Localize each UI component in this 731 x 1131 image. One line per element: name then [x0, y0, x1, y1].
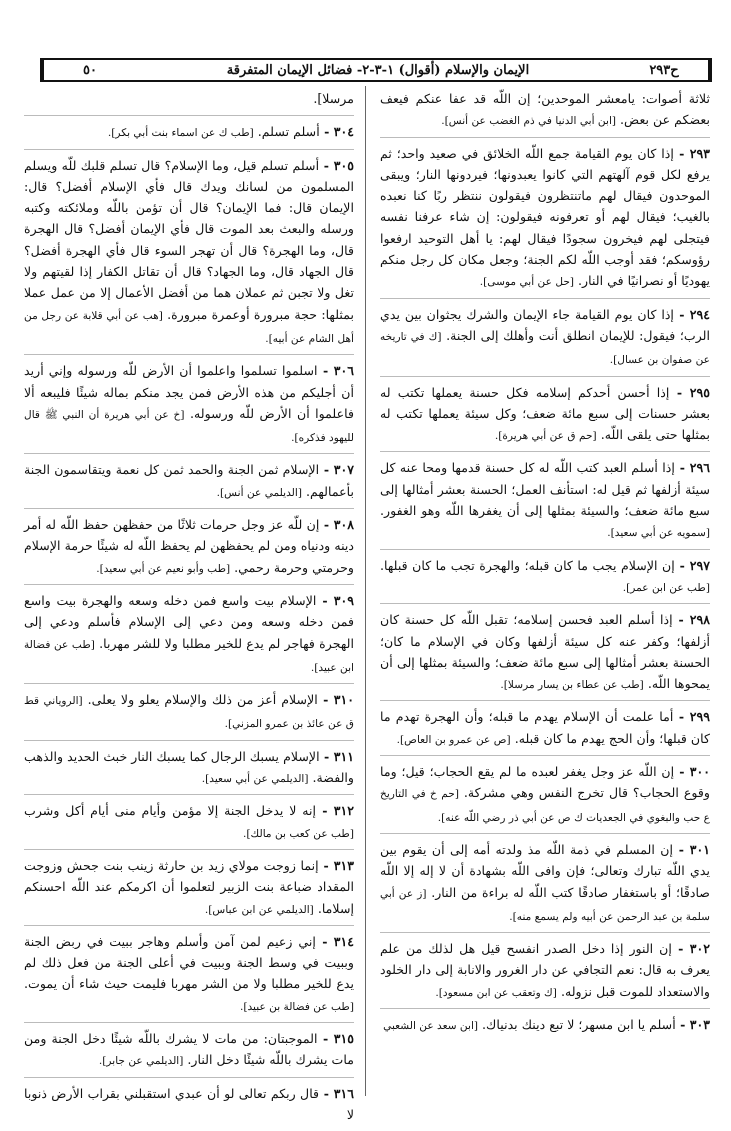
hadith-text: قال ربكم تعالى لو أن عبدي استقبلني بقراب الأرض ذنوبا لا	[24, 1085, 354, 1122]
hadith-text: الإسلام يسبك الرجال كما يسبك النار خبث الحديد والذهب والفضة.	[24, 748, 354, 786]
hadith-number: ٣٠٦ -	[317, 363, 354, 379]
hadith-entry	[380, 143, 710, 299]
hadith-text: إن المسلم في ذمة اللّه مذ ولدته أمه إلى أن يقوم بين يدي اللّه تبارك وتعالى؛ فإن وافى اللّه بشهادة أن لا إله إلا اللّه صادقًا؛ أو باستغفار صادقًا كتب اللّه له براءة من النار.	[380, 841, 710, 900]
hadith-text: أما علمت أن الإسلام يهدم ما قبله؛ وأن الهجرة تهدم ما كان قبلها؛ وأن الحج يهدم ما كان قبله.	[380, 709, 710, 746]
hadith-entry	[380, 761, 710, 834]
hadith-source: [طب ك عن اسماء بنت أبي بكر].	[107, 127, 254, 140]
hadith-number: ٢٩٤ -	[673, 306, 710, 322]
hadith-text: إني زعيم لمن آمن وأسلم وهاجر ببيت في ربض الجنة وببيت في وسط الجنة وببيت في أعلى الجنة من فعل ذلك لم يدع للخير مطلبا ولا من الشر مهربا فليمت حيث شاء أن يموت.	[24, 933, 354, 992]
hadith-entry	[24, 746, 354, 796]
hadith-text: إذا كان يوم القيامة جاء الإيمان والشرك يجثوان بين يدي الرب؛ فيقول: للإيمان انطلق أنت وأهلك إلى الجنة.	[380, 306, 710, 343]
hadith-entry	[24, 459, 354, 509]
hadith-entry	[380, 938, 710, 1009]
hadith-text: الإسلام بيت واسع فمن دخله وسعه والهجرة بيت واسع فمن دخله وسعه ومن دعي إلى الإسلام فأسلم ودعي إلى الهجرة فهاجر لم يدع للخير مطلبا ولا للشر مهربا.	[24, 592, 354, 651]
running-header	[40, 58, 712, 82]
hadith-text: إن الإسلام يجب ما كان قبله؛ والهجرة تجب ما كان قبلها.	[380, 557, 675, 573]
hadith-entry	[24, 855, 354, 926]
hadith-source: [الديلمي عن ابن عباس].	[204, 903, 314, 916]
hadith-text: أسلم تسلم.	[257, 124, 320, 140]
hadith-text: الموجبتان: من مات لا يشرك باللّه شيئًا دخل الجنة ومن مات يشرك باللّه شيئًا دخل النار.	[24, 1030, 354, 1068]
right-column	[380, 88, 710, 1098]
hadith-entry	[380, 839, 710, 933]
hadith-text: إذا أحسن أحدكم إسلامه فكل حسنة يعملها تكتب له بعشر حسنات إلى سبع مائة ضعف؛ وكل سيئة يعملها تكتب له بمثلها حتى يلقى اللّه.	[380, 384, 710, 443]
hadith-source: [الروياني قط ق عن عائذ بن عمرو المزني].	[24, 695, 354, 731]
hadith-source: [طب عن فضالة ابن عبيد].	[24, 638, 354, 674]
hadith-source: [الديلمي عن أبي سعيد].	[201, 773, 309, 786]
hadith-source: [ابن سعد عن الشعبي	[383, 1019, 479, 1032]
header-title: الإيمان والإسلام (أقوال) ١-٣-٢- فضائل الإيمان المتفرقة	[226, 62, 530, 78]
hadith-text: إذا أسلم العبد فحسن إسلامه؛ تقبل اللّه كل حسنة كان أزلفها؛ وكفر عنه كل سيئة أزلفها وكان في الإسلام ما كان؛ الحسنة بعشر أمثالها إلى سبع مائة ضعف؛ والسيئة بمثلها إلى أن يمحوها اللّه.	[380, 612, 710, 692]
hadith-source: [ابن أبي الدنيا في ذم الغضب عن أنس].	[441, 115, 617, 128]
hadith-text: إنما زوجت مولاي زيد بن حارثة زينب بنت جحش وزوجت المقداد ضباعة بنت الزبير لتعلموا أن اكرمكم عند اللّه احسنكم إسلاما.	[24, 857, 354, 916]
hadith-text: ثلاثة أصوات: يامعشر الموحدين؛ إن اللّه قد عفا عنكم فيعف بعضكم عن بعض.	[380, 91, 710, 128]
hadith-number: ٣١١ -	[319, 748, 354, 764]
hadith-number: ٣٠٩ -	[316, 592, 354, 608]
hadith-source: [ص عن عمرو بن العاص].	[396, 733, 511, 746]
hadith-number: ٣٠٧ -	[319, 462, 354, 478]
hadith-source: [طب وأبو نعيم عن أبي سعيد].	[96, 562, 231, 575]
hadith-number: ٣١٢ -	[316, 803, 354, 819]
hadith-entry	[380, 88, 710, 138]
hadith-entry	[380, 555, 710, 605]
hadith-number: ٣٠٢ -	[671, 941, 711, 957]
hadith-text: الإسلام أعز من ذلك والإسلام يعلو ولا يعلى.	[87, 692, 318, 708]
hadith-entry	[24, 514, 354, 585]
hadith-text: الإسلام ثمن الجنة والحمد ثمن كل نعمة ويتقاسمون الجنة بأعمالهم.	[24, 462, 354, 499]
hadith-source: [حم خ في التاريخ ع حب والبغوي في الجعديات ك ص عن أبي ذر رضي اللّه عنه].	[380, 788, 710, 824]
hadith-entry	[380, 609, 710, 701]
column-divider	[365, 86, 366, 1096]
hadith-text: إن اللّه عز وجل يغفر لعبده ما لم يقع الحجاب؛ قيل؛ وما وقوع الحجاب؟ قال تخرج النفس وهي مشركة.	[380, 764, 710, 801]
hadith-entry	[24, 1028, 354, 1078]
page-number: ٥٠	[42, 60, 136, 80]
hadith-number: ٢٩٧ -	[674, 557, 711, 573]
hadith-number: ٣٠٨ -	[319, 517, 354, 533]
hadith-source: [حل عن أبي موسى].	[479, 276, 575, 289]
hadith-entry	[24, 1083, 354, 1131]
hadith-number: ٢٩٥ -	[669, 384, 710, 400]
hadith-source: [طب عن كعب بن مالك].	[243, 827, 354, 840]
hadith-source: [سمويه عن أبي سعيد].	[607, 527, 710, 540]
hadith-source: [طب عن فضالة بن عبيد].	[240, 1000, 354, 1013]
hadith-entry	[24, 121, 354, 149]
hadith-text: إن النور إذا دخل الصدر انفسح قيل هل لذلك من علم يعرف به قال: نعم التجافي عن دار الغرور والانابة إلى دار الخلود والاستعداد للموت قبل نزوله.	[380, 941, 710, 999]
hadith-number: ٢٩٩ -	[673, 709, 710, 725]
hadith-text: إنه لا يدخل الجنة إلا مؤمن وأيام منى أيام أكل وشرب	[24, 803, 317, 819]
hadith-source: [خ عن أبي هريرة أن النبي ﷺ قال لليهود فذكره].	[24, 408, 354, 445]
hadith-number: ٣١٦ -	[319, 1085, 355, 1101]
hadith-entry	[380, 382, 710, 453]
hadith-entry	[380, 1014, 710, 1041]
hadith-text: إن للّه عز وجل حرمات ثلاثًا من حفظهن حفظ اللّه له أمر دينه ودنياه ومن لم يحفظهن لم يحفظ اللّه له شيئًا حرمة الإسلام وحرمتي وحرمة رحمي.	[24, 517, 354, 575]
hadith-source: [ك وتعقب عن ابن مسعود].	[435, 986, 557, 999]
hadith-text: أسلم تسلم قيل، وما الإسلام؟ قال تسلم قلبك للّه ويسلم المسلمون من لسانك ويدك قال فأي الإسلام أفضل؟ قال: الإيمان قال: فما الإيمان؟ قال أن تؤمن باللّه وملائكته وكتبه ورسله والبعث بعد الموت قال فأي الإيمان أفضل؟ قال الهجرة قال، وما الهجرة؟ قال أن تهجر السوء قال فأي الهجرة أفضل؟ قال الجهاد قال، وما الجهاد؟ قال أن تقاتل الكفار إذا لقيتهم ولا تغل ولا تجبن ثم عملان هما من أفضل الأعمال إلا من عمل عملا بمثلها: حجة مبرورة أوعمرة مبرورة.	[24, 157, 354, 322]
hadith-number: ٣١٣ -	[318, 857, 354, 873]
hadith-entry	[24, 931, 354, 1023]
hadith-number: ٢٩٦ -	[674, 460, 711, 476]
hadith-entry	[380, 706, 710, 756]
hadith-source: [طب عن عطاء بن يسار مرسلا].	[500, 679, 644, 692]
hadith-source: [حم ق عن أبي هريرة].	[494, 430, 597, 443]
hadith-number: ٣١٤ -	[315, 933, 355, 949]
hadith-entry	[24, 689, 354, 741]
hadith-text: مرسلا].	[313, 91, 354, 106]
hadith-source: [الديلمي عن أنس].	[216, 486, 302, 499]
hadith-text: إذا أسلم العبد كتب اللّه له كل حسنة قدمها ومحا عنه كل سيئة أزلفها ثم قيل له: استأنف العمل؛ الحسنة بعشر أمثالها إلى سبع مائة ضعف؛ والسيئة بمثلها إلى أن يغفرها اللّه وهو الغفور.	[380, 460, 710, 519]
hadith-number: ٣٠٣ -	[675, 1016, 710, 1032]
hadith-number: ٣٠٤ -	[319, 124, 354, 140]
hadith-entry	[24, 88, 354, 116]
hadith-number: ٣١٠ -	[317, 692, 354, 708]
hadith-entry	[24, 155, 354, 356]
hadith-text: اسلموا تسلموا واعلموا أن الأرض للّه ورسوله وإني أريد أن أجليكم من هذه الأرض فمن يجد منكم بماله شيئًا فليبعه ألا فاعلموا أن الأرض للّه ورسوله.	[24, 363, 354, 421]
left-column	[24, 88, 355, 1122]
hadith-number: ٢٩٣ -	[673, 145, 710, 161]
hadith-source: [ز عن أبي سلمة بن عبد الرحمن عن أبيه ولم يسمع منه].	[380, 887, 710, 923]
hadith-text: أسلم يا ابن مسهر؛ لا تبع دينك بدنياك.	[482, 1016, 676, 1032]
hadith-entry	[24, 360, 354, 454]
hadith-source: [ك في تاريخه عن صفوان بن عسال].	[380, 330, 710, 367]
hadith-number: ٣١٥ -	[317, 1030, 355, 1046]
hadith-source: [هب عن أبي قلابة عن رجل من أهل الشام عن أبيه].	[24, 309, 354, 345]
hadith-source: [طب عن ابن عمر].	[622, 581, 710, 594]
hadith-number: ٣٠٥ -	[319, 157, 354, 173]
volume-number: ح٢٩٣	[620, 60, 710, 80]
hadith-entry	[380, 304, 710, 377]
hadith-source: [الديلمي عن جابر].	[98, 1055, 184, 1068]
hadith-entry	[24, 800, 354, 850]
hadith-text: إذا كان يوم القيامة جمع اللّه الخلائق في صعيد واحد؛ ثم يرفع لكل قوم آلهتهم التي كانوا يعبدونها؛ فيردونها النار؛ ويبقى الموحدون فيقال لهم ماتنتظرون فيقولون ننتظر ربًا كنا نعبده بالغيب؛ فيقال لهم أو تعرفونه فيقولون: إن شاء عرفنا نفسه فيتجلى لهم فيخرون سجودًا فيقال لهم: يا أهل التوحيد ارفعوا رؤوسكم؛ فقد أوجب اللّه لكم الجنة؛ وجعل مكان كل رجل منكم يهوديًا أو نصرانيًا في النار.	[380, 145, 710, 289]
hadith-entry	[380, 457, 710, 549]
hadith-number: ٣٠١ -	[672, 841, 711, 857]
hadith-number: ٢٩٨ -	[672, 612, 710, 628]
hadith-entry	[24, 590, 354, 684]
hadith-number: ٣٠٠ -	[674, 764, 710, 780]
